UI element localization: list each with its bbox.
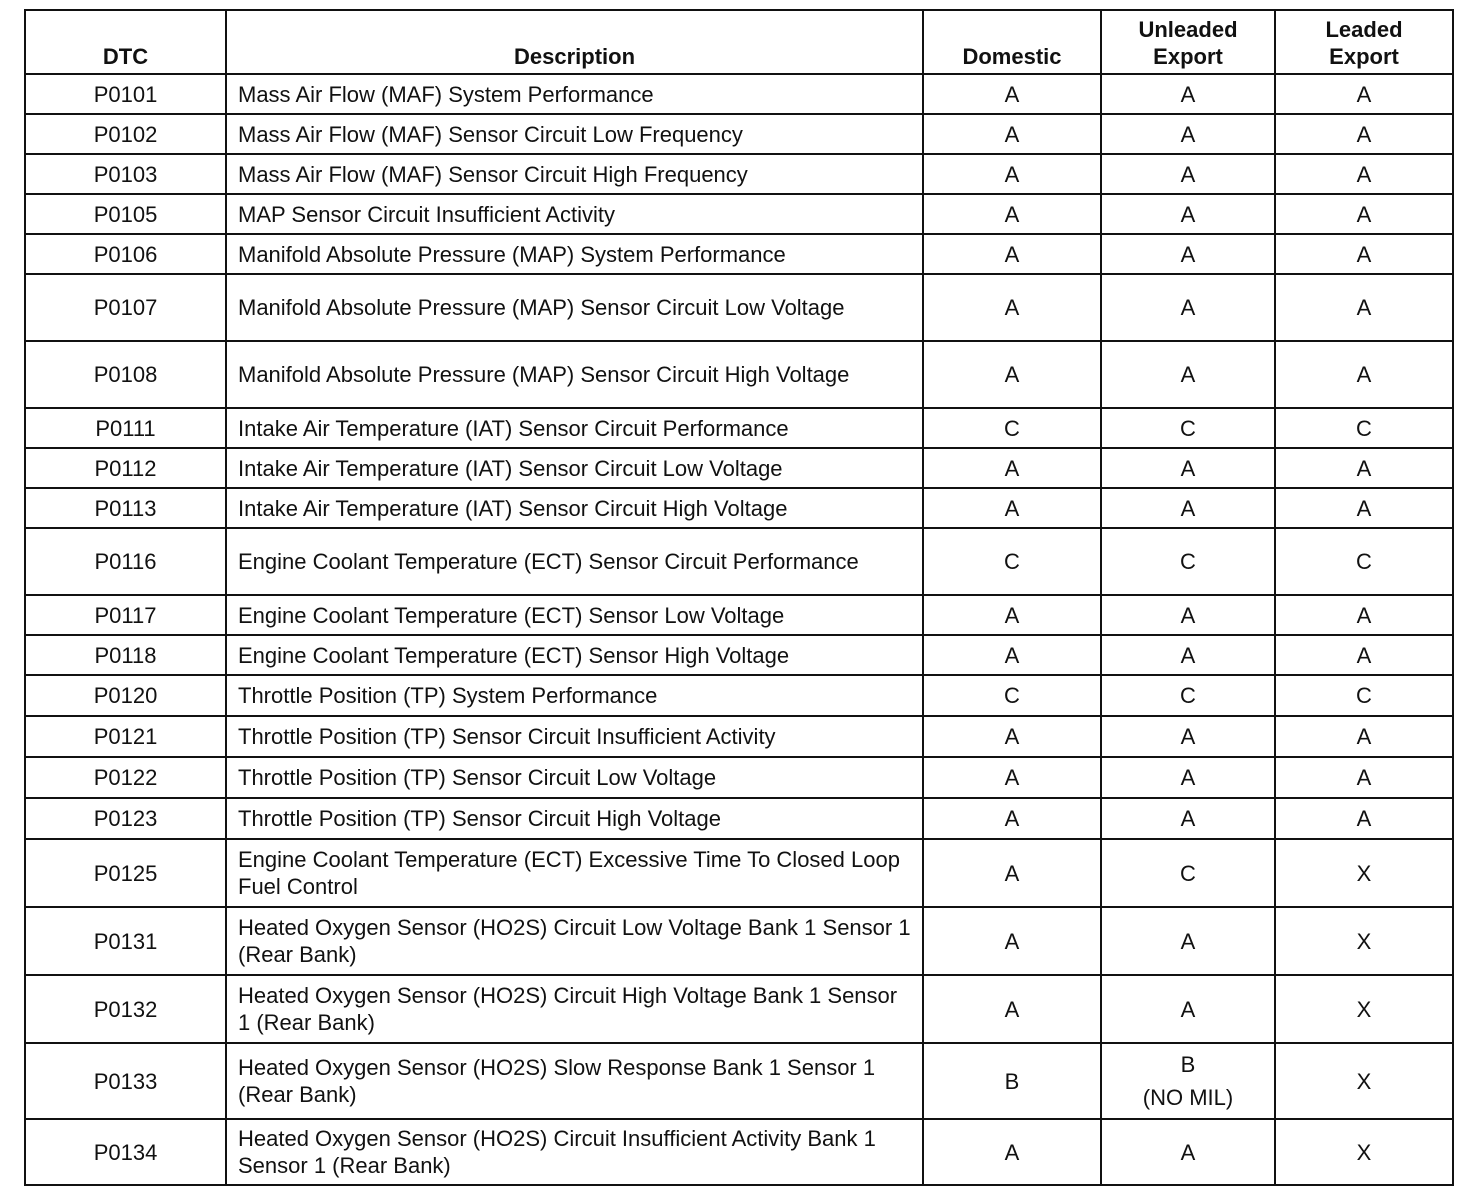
- unleaded-export-value: C: [1101, 408, 1275, 448]
- no-mil-note: (NO MIL): [1142, 1085, 1234, 1110]
- domestic-value: A: [923, 798, 1101, 839]
- leaded-export-value: A: [1275, 635, 1453, 675]
- domestic-value: A: [923, 716, 1101, 757]
- domestic-value: A: [923, 1119, 1101, 1185]
- table-row: [25, 194, 1453, 234]
- table-row: [25, 798, 1453, 839]
- domestic-value: A: [923, 757, 1101, 798]
- domestic-value: A: [923, 488, 1101, 528]
- dtc-description: Engine Coolant Temperature (ECT) Excessive Time To Closed Loop Fuel Control: [226, 839, 923, 907]
- unleaded-export-value: A: [1101, 194, 1275, 234]
- dtc-description: Engine Coolant Temperature (ECT) Sensor High Voltage: [226, 635, 923, 675]
- table-row: [25, 975, 1453, 1043]
- leaded-export-value: A: [1275, 154, 1453, 194]
- domestic-value: C: [923, 528, 1101, 595]
- table-row: [25, 675, 1453, 716]
- leaded-export-value: X: [1275, 1119, 1453, 1185]
- dtc-code: P0107: [25, 274, 226, 341]
- header-row: [25, 10, 1453, 74]
- dtc-table: [24, 9, 1454, 1186]
- unleaded-export-value: A: [1101, 1119, 1275, 1185]
- dtc-code: P0125: [25, 839, 226, 907]
- dtc-code: P0101: [25, 74, 226, 114]
- table-row: [25, 1043, 1453, 1119]
- dtc-description: Mass Air Flow (MAF) System Performance: [226, 74, 923, 114]
- dtc-description: Throttle Position (TP) Sensor Circuit High Voltage: [226, 798, 923, 839]
- unleaded-export-value: C: [1101, 675, 1275, 716]
- description-header: Description: [226, 10, 923, 74]
- dtc-code: P0111: [25, 408, 226, 448]
- domestic-value: A: [923, 341, 1101, 408]
- dtc-description: Throttle Position (TP) Sensor Circuit Insufficient Activity: [226, 716, 923, 757]
- unleaded-export-value: A: [1101, 635, 1275, 675]
- unleaded-export-value: A: [1101, 234, 1275, 274]
- dtc-code: P0102: [25, 114, 226, 154]
- dtc-code: P0112: [25, 448, 226, 488]
- unleaded-export-value: A: [1101, 274, 1275, 341]
- unleaded-export-value: A: [1101, 907, 1275, 975]
- unleaded-export-value: A: [1101, 975, 1275, 1043]
- leaded-export-value: A: [1275, 194, 1453, 234]
- domestic-value: A: [923, 274, 1101, 341]
- dtc-code: P0117: [25, 595, 226, 635]
- leaded-export-value: A: [1275, 716, 1453, 757]
- dtc-description: Mass Air Flow (MAF) Sensor Circuit High Frequency: [226, 154, 923, 194]
- dtc-code: P0106: [25, 234, 226, 274]
- unleaded-export-value: A: [1101, 488, 1275, 528]
- unleaded-export-value: A: [1101, 595, 1275, 635]
- dtc-description: Intake Air Temperature (IAT) Sensor Circuit Performance: [226, 408, 923, 448]
- domestic-value: A: [923, 154, 1101, 194]
- table-row: [25, 716, 1453, 757]
- dtc-description: Intake Air Temperature (IAT) Sensor Circuit Low Voltage: [226, 448, 923, 488]
- leaded-export-value: X: [1275, 839, 1453, 907]
- dtc-description: Throttle Position (TP) System Performance: [226, 675, 923, 716]
- unleaded-export-value: C: [1101, 839, 1275, 907]
- dtc-code: P0122: [25, 757, 226, 798]
- unleaded-export-header: Unleaded Export: [1101, 10, 1275, 74]
- dtc-description: Heated Oxygen Sensor (HO2S) Circuit High Voltage Bank 1 Sensor 1 (Rear Bank): [226, 975, 923, 1043]
- domestic-value: A: [923, 839, 1101, 907]
- leaded-export-value: A: [1275, 595, 1453, 635]
- leaded-export-value: A: [1275, 448, 1453, 488]
- dtc-code: P0103: [25, 154, 226, 194]
- table-row: [25, 341, 1453, 408]
- domestic-value: B: [923, 1043, 1101, 1119]
- dtc-description: Throttle Position (TP) Sensor Circuit Low Voltage: [226, 757, 923, 798]
- dtc-code: P0133: [25, 1043, 226, 1119]
- table-row: [25, 74, 1453, 114]
- unleaded-export-value: A: [1101, 154, 1275, 194]
- leaded-export-value: A: [1275, 274, 1453, 341]
- unleaded-export-value: A: [1101, 798, 1275, 839]
- leaded-export-value: A: [1275, 488, 1453, 528]
- domestic-value: A: [923, 448, 1101, 488]
- domestic-value: A: [923, 595, 1101, 635]
- dtc-description: Mass Air Flow (MAF) Sensor Circuit Low Frequency: [226, 114, 923, 154]
- table-row: [25, 839, 1453, 907]
- domestic-header: Domestic: [923, 10, 1101, 74]
- table-row: [25, 234, 1453, 274]
- dtc-description: Engine Coolant Temperature (ECT) Sensor Low Voltage: [226, 595, 923, 635]
- dtc-code: P0105: [25, 194, 226, 234]
- domestic-value: A: [923, 975, 1101, 1043]
- leaded-export-value: A: [1275, 757, 1453, 798]
- table-row: [25, 907, 1453, 975]
- domestic-value: A: [923, 234, 1101, 274]
- unleaded-export-value: A: [1101, 74, 1275, 114]
- unleaded-export-value: A: [1101, 757, 1275, 798]
- domestic-value: A: [923, 114, 1101, 154]
- dtc-description: Manifold Absolute Pressure (MAP) Sensor Circuit Low Voltage: [226, 274, 923, 341]
- table-row: [25, 488, 1453, 528]
- dtc-description: Heated Oxygen Sensor (HO2S) Slow Response Bank 1 Sensor 1 (Rear Bank): [226, 1043, 923, 1119]
- dtc-header: DTC: [25, 10, 226, 74]
- leaded-export-value: C: [1275, 528, 1453, 595]
- leaded-export-value: X: [1275, 1043, 1453, 1119]
- unleaded-export-value: A: [1101, 114, 1275, 154]
- domestic-value: A: [923, 907, 1101, 975]
- table-row: [25, 154, 1453, 194]
- dtc-code: P0108: [25, 341, 226, 408]
- leaded-export-value: A: [1275, 74, 1453, 114]
- domestic-value: C: [923, 408, 1101, 448]
- dtc-description: MAP Sensor Circuit Insufficient Activity: [226, 194, 923, 234]
- dtc-description: Intake Air Temperature (IAT) Sensor Circuit High Voltage: [226, 488, 923, 528]
- dtc-code: P0123: [25, 798, 226, 839]
- table-row: [25, 635, 1453, 675]
- dtc-code: P0120: [25, 675, 226, 716]
- dtc-code: P0131: [25, 907, 226, 975]
- dtc-description: Heated Oxygen Sensor (HO2S) Circuit Low Voltage Bank 1 Sensor 1 (Rear Bank): [226, 907, 923, 975]
- table-row: [25, 114, 1453, 154]
- leaded-export-value: C: [1275, 675, 1453, 716]
- unleaded-export-value: C: [1101, 528, 1275, 595]
- domestic-value: A: [923, 635, 1101, 675]
- dtc-code: P0134: [25, 1119, 226, 1185]
- domestic-value: C: [923, 675, 1101, 716]
- table-row: [25, 757, 1453, 798]
- unleaded-export-value: A: [1101, 716, 1275, 757]
- domestic-value: A: [923, 194, 1101, 234]
- table-row: [25, 595, 1453, 635]
- leaded-export-value: A: [1275, 234, 1453, 274]
- leaded-export-value: A: [1275, 114, 1453, 154]
- leaded-export-header: Leaded Export: [1275, 10, 1453, 74]
- domestic-value: A: [923, 74, 1101, 114]
- table-row: [25, 448, 1453, 488]
- dtc-code: P0132: [25, 975, 226, 1043]
- leaded-export-value: A: [1275, 341, 1453, 408]
- unleaded-export-value: [1101, 1043, 1275, 1119]
- table-row: [25, 1119, 1453, 1185]
- dtc-code: P0121: [25, 716, 226, 757]
- dtc-code: P0113: [25, 488, 226, 528]
- leaded-export-value: X: [1275, 907, 1453, 975]
- dtc-description: Engine Coolant Temperature (ECT) Sensor Circuit Performance: [226, 528, 923, 595]
- dtc-code: P0118: [25, 635, 226, 675]
- leaded-export-value: C: [1275, 408, 1453, 448]
- dtc-code: P0116: [25, 528, 226, 595]
- table-row: [25, 408, 1453, 448]
- leaded-export-value: X: [1275, 975, 1453, 1043]
- unleaded-export-value: A: [1101, 448, 1275, 488]
- table-row: [25, 528, 1453, 595]
- unleaded-export-value: A: [1101, 341, 1275, 408]
- table-row: [25, 274, 1453, 341]
- unleaded-export-code: B: [1180, 1052, 1196, 1077]
- dtc-description: Heated Oxygen Sensor (HO2S) Circuit Insufficient Activity Bank 1 Sensor 1 (Rear Bank): [226, 1119, 923, 1185]
- dtc-description: Manifold Absolute Pressure (MAP) System Performance: [226, 234, 923, 274]
- leaded-export-value: A: [1275, 798, 1453, 839]
- dtc-description: Manifold Absolute Pressure (MAP) Sensor Circuit High Voltage: [226, 341, 923, 408]
